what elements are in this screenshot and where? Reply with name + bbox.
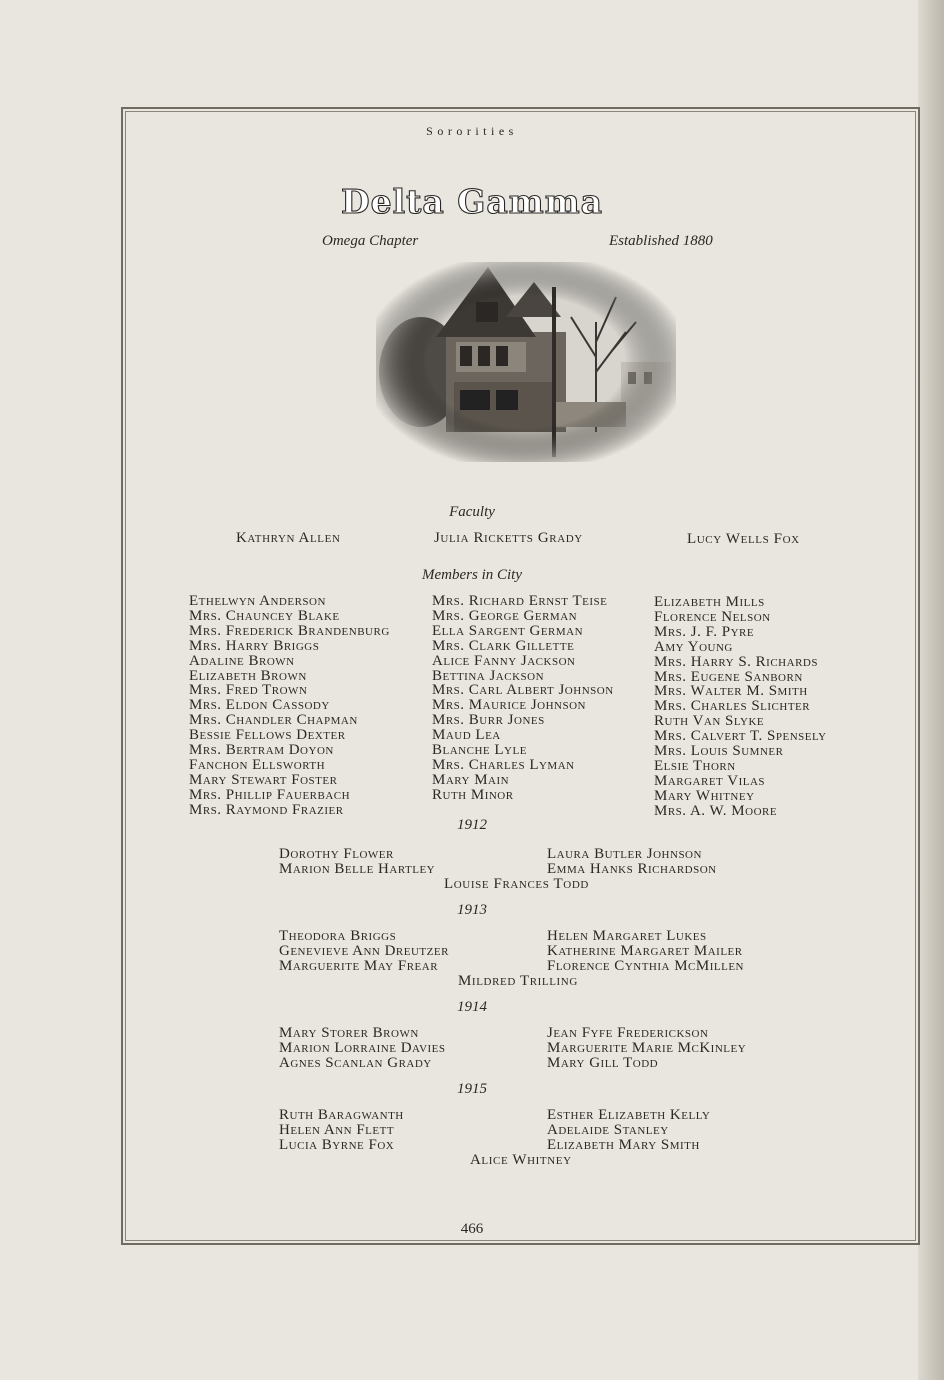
list-item: Mrs. Clark Gillette [432,637,575,654]
list-item: Mrs. A. W. Moore [654,802,778,819]
list-item: Florence Cynthia McMillen [547,957,745,974]
list-item: Blanche Lyle [432,742,527,759]
established-date: Established 1880 [609,233,713,249]
list-item: Florence Nelson [654,608,771,625]
list-item: Mrs. Fred Trown [189,682,308,699]
list-item: Dorothy Flower [279,846,394,862]
class-1914-right [547,1026,746,1071]
list-item: Emma Hanks Richardson [547,860,717,877]
list-item: Ethelwyn Anderson [189,593,326,609]
list-item: Elizabeth Brown [189,667,307,684]
class-1912-right [547,847,717,877]
list-item: Margaret Vilas [654,772,766,789]
list-item: Mary Main [432,771,510,788]
list-item: Mildred Trilling [458,973,578,989]
list-item: Amy Young [654,638,733,655]
list-item: Mrs. Eldon Cassody [189,697,330,714]
list-item: Marion Belle Hartley [279,860,436,877]
list-item: Mrs. Frederick Brandenburg [189,622,390,639]
members-column-3 [654,595,827,819]
list-item: Genevieve Ann Dreutzer [279,942,449,959]
list-item: Theodora Briggs [279,928,397,944]
class-year-heading: 1914 [457,999,487,1015]
list-item: Katherine Margaret Mailer [547,942,743,959]
faculty-member: Julia Ricketts Grady [434,530,583,546]
class-1913-left [279,929,449,974]
list-item: Mrs. Chandler Chapman [189,712,358,729]
list-item: Marguerite May Frear [279,957,439,974]
list-item: Mary Storer Brown [279,1025,419,1041]
class-year-heading: 1915 [457,1081,487,1097]
class-year-heading: 1912 [457,817,487,833]
list-item: Mrs. Carl Albert Johnson [432,682,614,699]
list-item: Ruth Baragwanth [279,1107,404,1123]
class-1913-right [547,929,744,974]
list-item: Mrs. Charles Lyman [432,756,575,773]
class-year-heading: 1913 [457,902,487,918]
list-item: Mrs. Maurice Johnson [432,697,586,714]
list-item: Elsie Thorn [654,757,736,774]
page-number: 466 [460,1221,484,1237]
list-item: Fanchon Ellsworth [189,756,326,773]
list-item: Ruth Van Slyke [654,713,765,730]
list-item: Mary Gill Todd [547,1054,659,1071]
list-item: Alice Whitney [470,1152,572,1168]
list-item: Mrs. Harry Briggs [189,637,320,654]
list-item: Mrs. Phillip Fauerbach [189,786,351,803]
list-item: Elizabeth Mary Smith [547,1136,700,1153]
faculty-heading: Faculty [449,504,495,520]
list-item: Marion Lorraine Davies [279,1039,446,1056]
list-item: Mary Stewart Foster [189,771,338,788]
list-item: Mrs. Calvert T. Spensely [654,728,827,745]
list-item: Ella Sargent German [432,622,584,639]
list-item: Jean Fyfe Frederickson [547,1025,709,1041]
list-item: Mrs. Harry S. Richards [654,653,818,670]
list-item: Adelaide Stanley [547,1121,669,1138]
list-item: Alice Fanny Jackson [432,652,576,669]
list-item: Marguerite Marie McKinley [547,1039,747,1056]
list-item: Mrs. J. F. Pyre [654,623,755,640]
list-item: Bessie Fellows Dexter [189,727,346,744]
faculty-member: Kathryn Allen [236,530,341,546]
list-item: Louise Frances Todd [444,876,589,892]
list-item: Maud Lea [432,727,501,744]
running-header: Sororities [426,124,518,138]
list-item: Adaline Brown [189,652,295,669]
class-1912-left [279,847,435,877]
list-item: Ruth Minor [432,786,514,803]
list-item: Mary Whitney [654,787,755,804]
list-item: Mrs. Louis Sumner [654,743,784,760]
list-item: Agnes Scanlan Grady [279,1054,432,1071]
list-item: Mrs. Walter M. Smith [654,683,808,700]
list-item: Helen Margaret Lukes [547,928,707,944]
class-1914-left [279,1026,446,1071]
sorority-title: Delta Gamma [340,182,604,221]
members-in-city-heading: Members in City [422,567,522,583]
chapter-house-photo [376,262,676,462]
list-item: Elizabeth Mills [654,594,765,610]
list-item: Laura Butler Johnson [547,846,702,862]
list-item: Mrs. George German [432,607,578,624]
list-item: Mrs. Eugene Sanborn [654,668,803,685]
chapter-name: Omega Chapter [322,233,419,249]
list-item: Mrs. Chauncey Blake [189,607,340,624]
list-item: Mrs. Richard Ernst Teise [432,593,608,609]
list-item: Mrs. Burr Jones [432,712,545,729]
class-1915-right [547,1108,710,1153]
list-item: Esther Elizabeth Kelly [547,1107,711,1123]
list-item: Lucia Byrne Fox [279,1136,395,1153]
members-column-1 [189,594,390,818]
faculty-member: Lucy Wells Fox [687,531,800,547]
list-item: Mrs. Raymond Frazier [189,801,344,818]
members-column-2 [432,594,614,803]
class-1915-left [279,1108,404,1153]
list-item: Bettina Jackson [432,667,545,684]
list-item: Helen Ann Flett [279,1121,395,1138]
list-item: Mrs. Charles Slichter [654,698,811,715]
list-item: Mrs. Bertram Doyon [189,742,334,759]
